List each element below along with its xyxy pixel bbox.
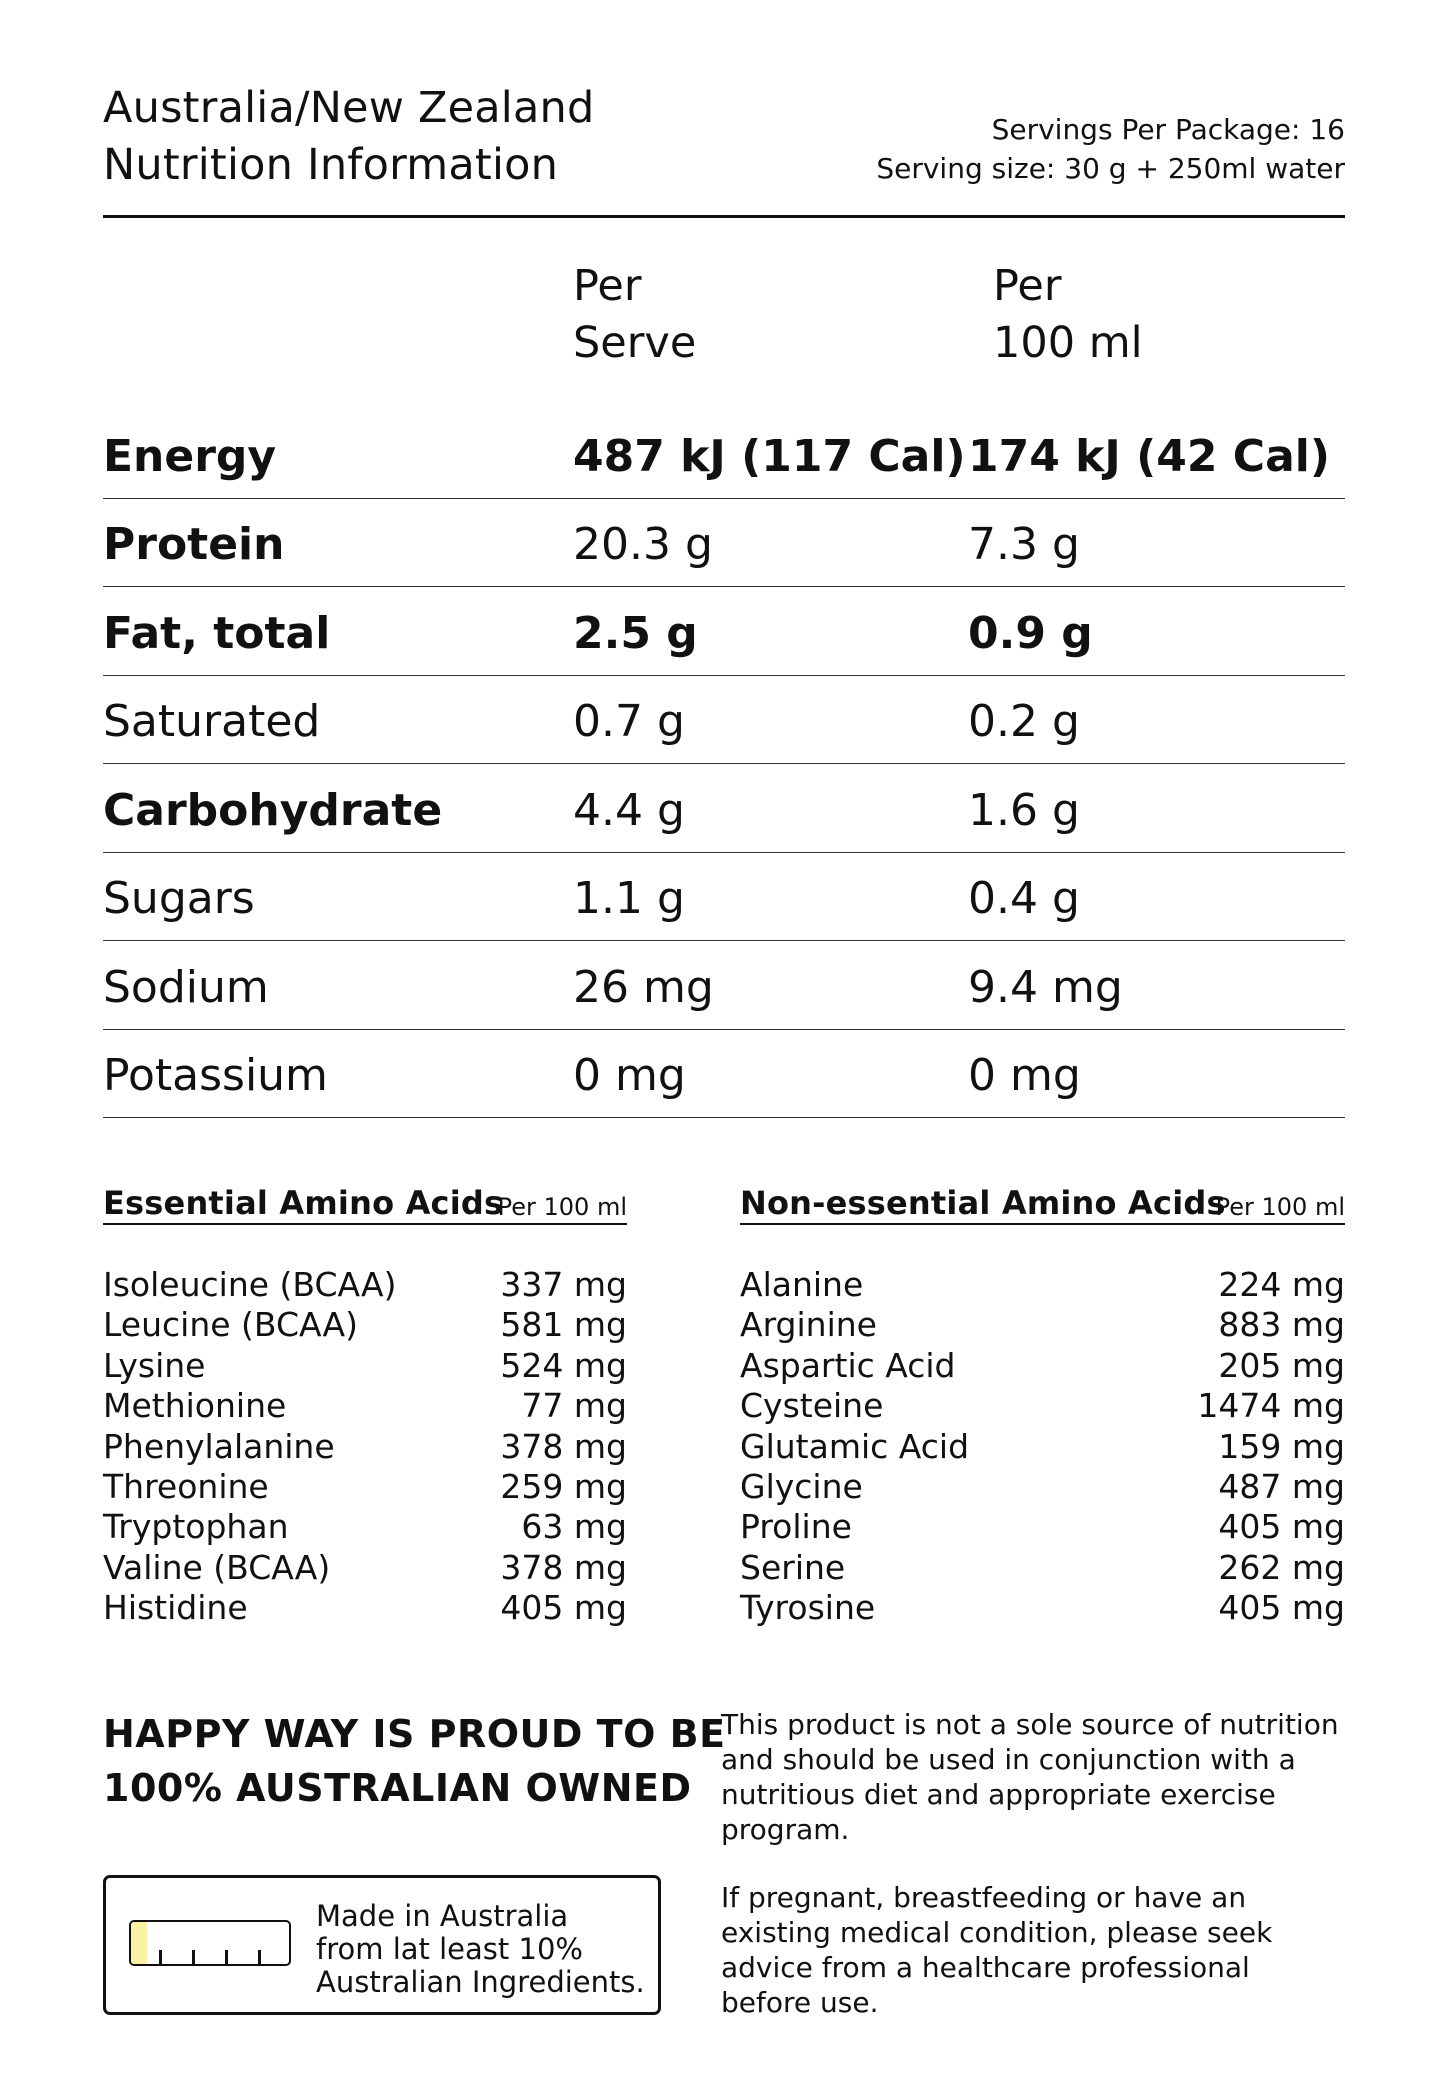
gauge-tick: [159, 1950, 162, 1964]
nutrient-per-serve: 4.4 g: [573, 784, 685, 836]
amino-name: Arginine: [740, 1305, 877, 1345]
amino-value: 581 mg: [500, 1305, 627, 1345]
non-essential-amino-acids: [740, 1185, 1345, 1629]
nutrition-table: [103, 410, 1345, 1118]
per-serve-line-2: Serve: [573, 318, 697, 368]
badge-line-2: from lat least 10%: [316, 1932, 583, 1966]
amino-value: 1474 mg: [1197, 1386, 1345, 1426]
non-essential-amino-per: Per 100 ml: [1215, 1193, 1345, 1221]
nutrient-per-100ml: 0.2 g: [968, 696, 1080, 747]
column-header-per-100ml: [993, 258, 1143, 372]
amino-value: 159 mg: [1218, 1426, 1345, 1466]
nutrient-per-serve: 26 mg: [573, 961, 714, 1013]
nutrient-name: Sugars: [103, 873, 255, 924]
essential-amino-list: [103, 1265, 627, 1629]
amino-name: Glycine: [740, 1466, 863, 1506]
amino-row: [740, 1507, 1345, 1547]
gauge-tick: [192, 1950, 195, 1964]
nutrient-per-serve: 487 kJ (117 Cal): [573, 430, 966, 482]
amino-name: Methionine: [103, 1386, 287, 1426]
amino-value: 378 mg: [500, 1547, 627, 1587]
gauge-tick: [225, 1950, 228, 1964]
title-line-1: Australia/New Zealand: [103, 83, 595, 133]
amino-name: Valine (BCAA): [103, 1547, 331, 1587]
amino-name: Histidine: [103, 1588, 248, 1628]
disclaimer-medical-advice: If pregnant, breastfeeding or have an existing medical condition, please seek advice from a healthcare professional before use.: [721, 1881, 1273, 2019]
nutrient-name: Protein: [103, 519, 285, 570]
nutrient-per-100ml: 0 mg: [968, 1050, 1081, 1101]
nutrient-per-serve: 0 mg: [573, 1050, 686, 1101]
amino-name: Leucine (BCAA): [103, 1305, 358, 1345]
amino-value: 337 mg: [500, 1265, 627, 1304]
nutrient-row-saturated: [103, 676, 1345, 765]
proud-line-2: 100% AUSTRALIAN OWNED: [103, 1766, 692, 1810]
proud-line-1: HAPPY WAY IS PROUD TO BE: [103, 1712, 726, 1756]
nutrient-name: Potassium: [103, 1050, 328, 1101]
amino-value: 77 mg: [521, 1386, 627, 1426]
nutrient-per-100ml: 0.4 g: [968, 873, 1080, 924]
amino-row: [740, 1386, 1345, 1426]
essential-amino-per: Per 100 ml: [497, 1193, 627, 1221]
nutrient-row-sodium: [103, 941, 1345, 1030]
serving-size: Serving size: 30 g + 250ml water: [876, 152, 1345, 185]
amino-name: Alanine: [740, 1265, 864, 1304]
servings-per-package: Servings Per Package: 16: [991, 113, 1345, 146]
nutrient-row-carbohydrate: [103, 764, 1345, 853]
essential-amino-header: [103, 1185, 627, 1225]
nutrient-name: Saturated: [103, 696, 321, 747]
per-100ml-line-1: Per: [993, 261, 1062, 311]
essential-amino-acids: [103, 1185, 627, 1629]
gauge-tick: [258, 1950, 261, 1964]
nutrient-per-100ml: 174 kJ (42 Cal): [968, 430, 1330, 482]
title-line-2: Nutrition Information: [103, 140, 559, 190]
amino-row: [740, 1588, 1345, 1628]
amino-row: [740, 1467, 1345, 1507]
label-header: [103, 80, 1345, 218]
nutrient-per-100ml: 1.6 g: [968, 784, 1080, 836]
per-serve-line-1: Per: [573, 261, 642, 311]
amino-row: [740, 1305, 1345, 1345]
column-header-per-serve: [573, 258, 696, 372]
gauge-fill: [131, 1922, 147, 1964]
amino-value: 405 mg: [1218, 1588, 1345, 1628]
nutrient-name: Sodium: [103, 961, 269, 1013]
amino-row: [103, 1548, 627, 1588]
amino-row: [103, 1386, 627, 1426]
nutrient-per-serve: 20.3 g: [573, 519, 713, 570]
nutrient-per-serve: 1.1 g: [573, 873, 685, 924]
amino-value: 63 mg: [521, 1507, 627, 1547]
amino-name: Proline: [740, 1507, 852, 1547]
australian-owned-statement: [103, 1707, 726, 1815]
nutrient-row-protein: [103, 499, 1345, 588]
amino-row: [103, 1265, 627, 1305]
made-in-australia-badge: [103, 1875, 661, 2015]
amino-value: 405 mg: [500, 1588, 627, 1628]
nutrient-per-100ml: 0.9 g: [968, 607, 1093, 659]
amino-row: [740, 1265, 1345, 1305]
amino-value: 224 mg: [1218, 1265, 1345, 1304]
amino-value: 259 mg: [500, 1466, 627, 1506]
nutrient-name: Energy: [103, 430, 277, 482]
amino-row: [103, 1507, 627, 1547]
amino-value: 487 mg: [1218, 1466, 1345, 1506]
amino-value: 524 mg: [500, 1345, 627, 1385]
amino-value: 205 mg: [1218, 1345, 1345, 1385]
amino-name: Glutamic Acid: [740, 1426, 970, 1466]
badge-line-3: Australian Ingredients.: [316, 1965, 645, 1999]
amino-row: [740, 1427, 1345, 1467]
amino-value: 262 mg: [1218, 1547, 1345, 1587]
amino-value: 883 mg: [1218, 1305, 1345, 1345]
non-essential-amino-list: [740, 1265, 1345, 1629]
amino-name: Isoleucine (BCAA): [103, 1265, 397, 1304]
amino-name: Aspartic Acid: [740, 1345, 956, 1385]
nutrient-name: Fat, total: [103, 607, 331, 659]
amino-name: Lysine: [103, 1345, 206, 1385]
amino-row: [103, 1305, 627, 1345]
non-essential-amino-title: Non-essential Amino Acids: [740, 1184, 1226, 1222]
amino-row: [103, 1588, 627, 1628]
badge-line-1: Made in Australia: [316, 1899, 569, 1933]
per-100ml-line-2: 100 ml: [993, 318, 1143, 368]
nutrient-row-potassium: [103, 1030, 1345, 1119]
amino-row: [103, 1346, 627, 1386]
badge-text: [316, 1900, 645, 1999]
amino-value: 405 mg: [1218, 1507, 1345, 1547]
amino-name: Tryptophan: [103, 1507, 289, 1547]
nutrient-row-sugars: [103, 853, 1345, 942]
nutrient-per-100ml: 9.4 mg: [968, 961, 1123, 1013]
amino-name: Tyrosine: [740, 1588, 876, 1628]
amino-value: 378 mg: [500, 1426, 627, 1466]
amino-row: [740, 1548, 1345, 1588]
amino-row: [103, 1427, 627, 1467]
nutrient-per-serve: 2.5 g: [573, 607, 698, 659]
nutrient-row-fat-total: [103, 587, 1345, 676]
disclaimer-nutrition-source: This product is not a sole source of nutrition and should be used in conjunction with a nutritious diet and appropriate exercise program.: [721, 1708, 1339, 1846]
non-essential-amino-header: [740, 1185, 1345, 1225]
amino-name: Phenylalanine: [103, 1426, 335, 1466]
nutrient-name: Carbohydrate: [103, 784, 443, 836]
australian-ingredients-gauge: [129, 1920, 291, 1966]
amino-name: Serine: [740, 1547, 846, 1587]
amino-name: Threonine: [103, 1466, 269, 1506]
nutrient-row-energy: [103, 410, 1345, 499]
nutrient-per-serve: 0.7 g: [573, 696, 685, 747]
serving-info: [876, 110, 1345, 188]
nutrient-per-100ml: 7.3 g: [968, 519, 1080, 570]
amino-row: [103, 1467, 627, 1507]
essential-amino-title: Essential Amino Acids: [103, 1184, 504, 1222]
amino-row: [740, 1346, 1345, 1386]
amino-name: Cysteine: [740, 1386, 884, 1426]
